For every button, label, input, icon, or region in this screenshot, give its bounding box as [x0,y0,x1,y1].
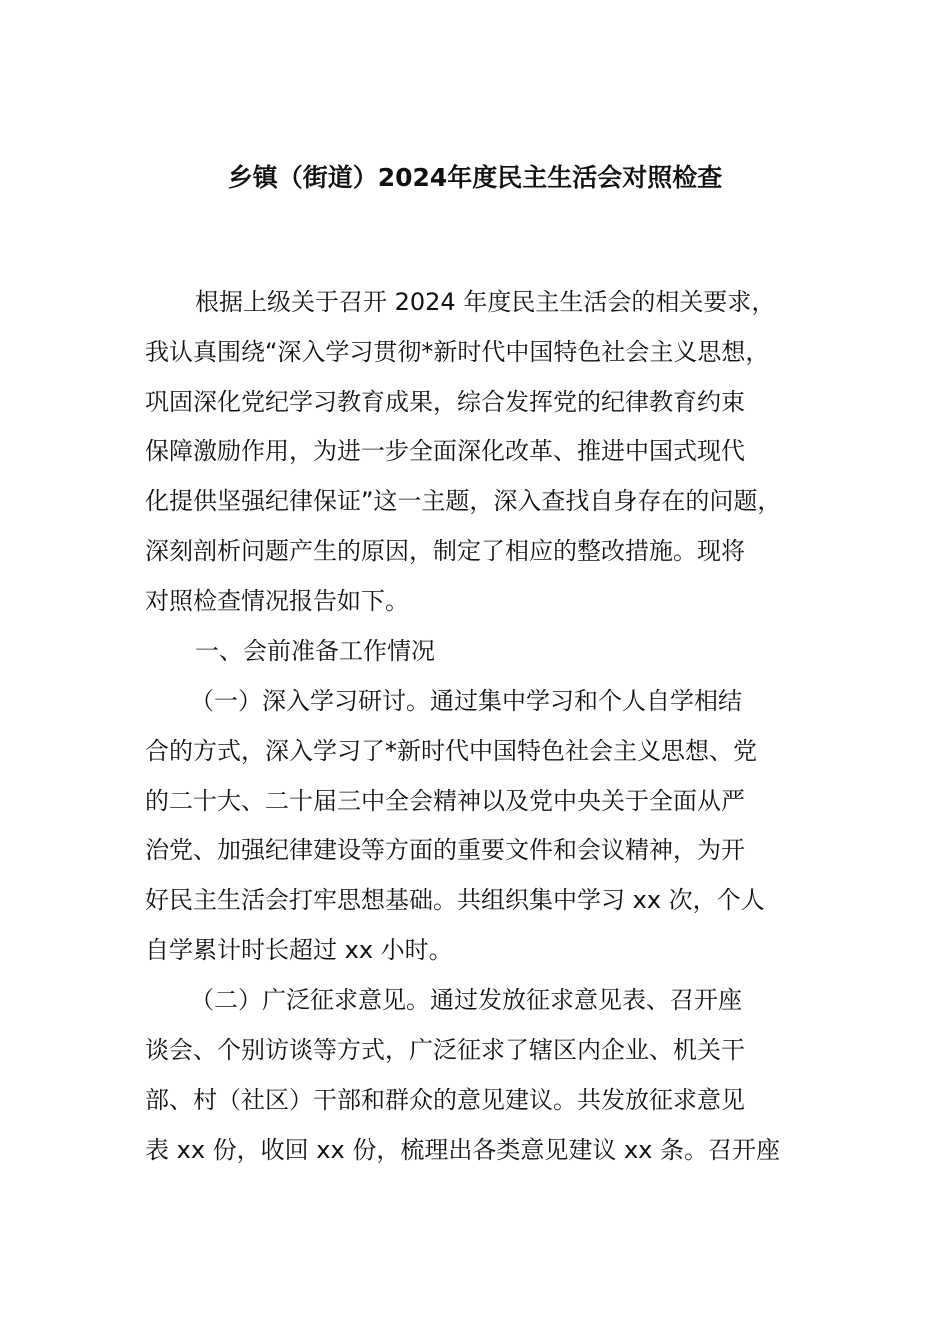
paragraph-line: 对照检查情况报告如下。 [145,587,409,615]
paragraph-line: 我认真围绕“深入学习贯彻*新时代中国特色社会主义思想， [145,338,770,366]
section-heading: 一、会前准备工作情况 [195,637,435,665]
paragraph-line: 保障激励作用，为进一步全面深化改革、推进中国式现代 [145,437,745,465]
paragraph-line: 深刻剖析问题产生的原因，制定了相应的整改措施。现将 [145,537,745,565]
paragraph-line: 自学累计时长超过 xx 小时。 [145,936,453,964]
paragraph-line: （二）广泛征求意见。通过发放征求意见表、召开座 [190,986,742,1014]
paragraph-line: 巩固深化党纪学习教育成果，综合发挥党的纪律教育约束 [145,388,745,416]
paragraph-line: 谈会、个别访谈等方式，广泛征求了辖区内企业、机关干 [145,1036,745,1064]
paragraph-line: 化提供坚强纪律保证”这一主题，深入查找自身存在的问题， [145,487,782,515]
paragraph-line: 治党、加强纪律建设等方面的重要文件和会议精神，为开 [145,836,745,864]
paragraph-line: 的二十大、二十届三中全会精神以及党中央关于全面从严 [145,787,745,815]
paragraph-line: 好民主生活会打牢思想基础。共组织集中学习 xx 次，个人 [145,886,765,914]
paragraph-line: 合的方式，深入学习了*新时代中国特色社会主义思想、党 [145,737,757,765]
paragraph-line: （一）深入学习研讨。通过集中学习和个人自学相结 [190,687,742,715]
paragraph-line: 表 xx 份，收回 xx 份，梳理出各类意见建议 xx 条。召开座 [145,1136,780,1164]
document-title: 乡镇（街道）2024年度民主生活会对照检查 [227,163,723,192]
paragraph-line: 根据上级关于召开 2024 年度民主生活会的相关要求， [195,288,776,316]
paragraph-line: 部、村（社区）干部和群众的意见建议。共发放征求意见 [145,1086,745,1114]
